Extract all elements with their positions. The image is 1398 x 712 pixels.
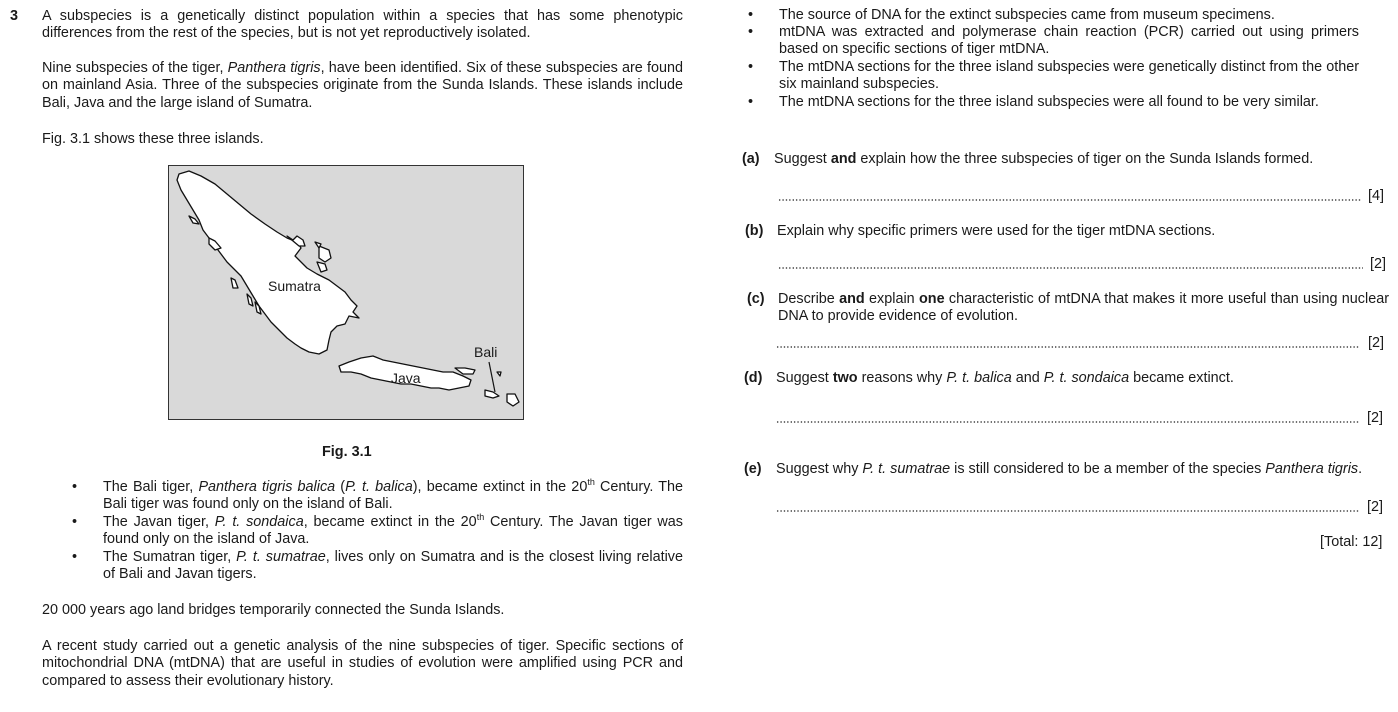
text-run: became extinct. [1129, 370, 1234, 386]
bullet-symbol: • [748, 7, 754, 23]
bangka-island [319, 246, 331, 262]
text-run: reasons why [857, 370, 947, 386]
marks-d: [2] [1367, 410, 1383, 426]
bullet-symbol: • [72, 549, 78, 565]
bullet-symbol: • [72, 514, 78, 530]
small-island [315, 242, 321, 248]
species-name: Panthera tigris [227, 60, 321, 76]
bali-island [485, 390, 499, 398]
question-d-label: (d) [744, 370, 763, 386]
study-bullet-2 [748, 24, 1359, 59]
text-run: The Sumatran tiger, [103, 549, 237, 565]
madura-island [455, 368, 475, 374]
intro-paragraph-1: A subspecies is a genetically distinct population within a species that has some phenotypic differences from the rest of the species, but is not yet reproductively isolated. [42, 8, 683, 42]
list-item-sumatran-tiger [72, 549, 683, 584]
species-name: P. t. sondaica [214, 514, 304, 530]
land-bridges-paragraph: 20 000 years ago land bridges temporarily connected the Sunda Islands. [42, 602, 505, 618]
marks-b: [2] [1370, 256, 1386, 272]
bullet-symbol: • [748, 59, 754, 75]
text-run: explain how the three subspecies of tiger on the Sunda Islands formed. [856, 151, 1314, 167]
study-bullet-3 [748, 59, 1359, 94]
sunda-islands-map [168, 165, 524, 420]
answer-line-c[interactable] [776, 345, 1360, 349]
answer-line-e[interactable] [776, 509, 1360, 513]
text-run: ), became extinct in the 20 [412, 479, 588, 495]
question-b-text: Explain why specific primers were used for the tiger mtDNA sections. [777, 223, 1216, 239]
bold-word: and [839, 291, 865, 307]
answer-line-a[interactable] [778, 198, 1362, 202]
question-b-label: (b) [745, 223, 764, 239]
bold-word: and [830, 151, 857, 167]
java-label: Java [391, 370, 421, 386]
superscript: th [476, 512, 485, 523]
text-run: , lives only on Sumatra and is the closest living relative of Bali and Javan tigers. [103, 549, 683, 583]
belitung-island [317, 262, 327, 272]
answer-line-b[interactable] [778, 266, 1363, 270]
text-run: . [1358, 461, 1363, 477]
question-a-text [774, 151, 1384, 168]
species-name: Panthera tigris balica [198, 479, 336, 495]
bali-pointer-line [489, 362, 495, 392]
question-d-text [776, 370, 1386, 387]
species-name: P. t. sondaica [1043, 370, 1130, 386]
small-island [247, 294, 253, 306]
text-run: mtDNA was extracted and polymerase chain reaction (PCR) carried out using primers based on specific sections of tiger mtDNA. [779, 24, 1359, 58]
question-a-label: (a) [742, 151, 760, 167]
species-name: P. t. sumatrae [236, 549, 326, 565]
question-e-label: (e) [744, 461, 762, 477]
list-item-bali-tiger [72, 477, 684, 514]
text-run: ( [335, 479, 346, 495]
total-marks: [Total: 12] [1320, 534, 1383, 550]
text-run: Century. The Bali tiger was found only on the island of Bali. [103, 479, 684, 513]
sumatra-label: Sumatra [268, 278, 321, 294]
bold-word: one [919, 291, 945, 307]
list-item-javan-tiger [72, 512, 684, 549]
study-paragraph: A recent study carried out a genetic analysis of the nine subspecies of tiger. Specific sections of mitochondrial DNA (mtDNA) that are useful in studies of evolution were amplified using PCR and compared to assess their evolutionary history. [42, 638, 683, 689]
bali-label: Bali [474, 344, 498, 360]
bold-word: two [832, 370, 858, 386]
text-run: explain [864, 291, 919, 307]
text-run: , have been identified. Six of these subspecies are found on mainland Asia. Three of the subspecies originate from the Sunda Islands. These islands include Bali, Java and the large island of Sumatra. [42, 60, 683, 111]
lombok-island [507, 394, 519, 406]
small-island [497, 372, 501, 376]
bullet-symbol: • [748, 94, 754, 110]
text-run: characteristic of mtDNA that makes it more useful than using nuclear DNA to provide evidence of evolution. [778, 291, 1389, 325]
species-name: P. t. balica [345, 479, 413, 495]
text-run: The mtDNA sections for the three island subspecies were genetically distinct from the other six mainland subspecies. [779, 59, 1359, 93]
sumatra-island [177, 171, 359, 354]
text-run: The source of DNA for the extinct subspecies came from museum specimens. [779, 7, 1275, 23]
intro-paragraph-2 [42, 60, 683, 112]
species-name: Panthera tigris [1265, 461, 1359, 477]
text-run: The mtDNA sections for the three island subspecies were all found to be very similar. [779, 94, 1319, 110]
question-e-text [776, 461, 1391, 478]
intro-paragraph-3: Fig. 3.1 shows these three islands. [42, 131, 264, 147]
bullet-symbol: • [72, 479, 78, 495]
species-name: P. t. balica [946, 370, 1012, 386]
text-run: Nine subspecies of the tiger, [42, 60, 228, 76]
text-run: and [1011, 370, 1044, 386]
species-name: P. t. sumatrae [862, 461, 951, 477]
superscript: th [587, 477, 595, 488]
question-c-label: (c) [747, 291, 765, 307]
bullet-symbol: • [748, 24, 754, 40]
map-drawing [169, 166, 523, 419]
text-run: , became extinct in the 20 [303, 514, 477, 530]
answer-line-d[interactable] [776, 420, 1360, 424]
marks-c: [2] [1368, 335, 1384, 351]
text-run: Describe [778, 291, 840, 307]
text-run: Century. The Javan tiger was found only on the island of Java. [103, 514, 684, 548]
text-run: is still considered to be a member of the species [950, 461, 1266, 477]
text-run: The Javan tiger, [103, 514, 215, 530]
marks-a: [4] [1368, 188, 1384, 204]
study-bullet-4 [748, 94, 1359, 111]
study-bullet-1 [748, 7, 1359, 24]
question-c-text [778, 291, 1389, 326]
text-run: Suggest [776, 370, 833, 386]
text-run: Suggest [774, 151, 831, 167]
marks-e: [2] [1367, 499, 1383, 515]
small-island [231, 278, 238, 288]
figure-caption: Fig. 3.1 [322, 444, 372, 460]
text-run: The Bali tiger, [103, 479, 199, 495]
question-number: 3 [10, 8, 19, 24]
text-run: Suggest why [776, 461, 863, 477]
